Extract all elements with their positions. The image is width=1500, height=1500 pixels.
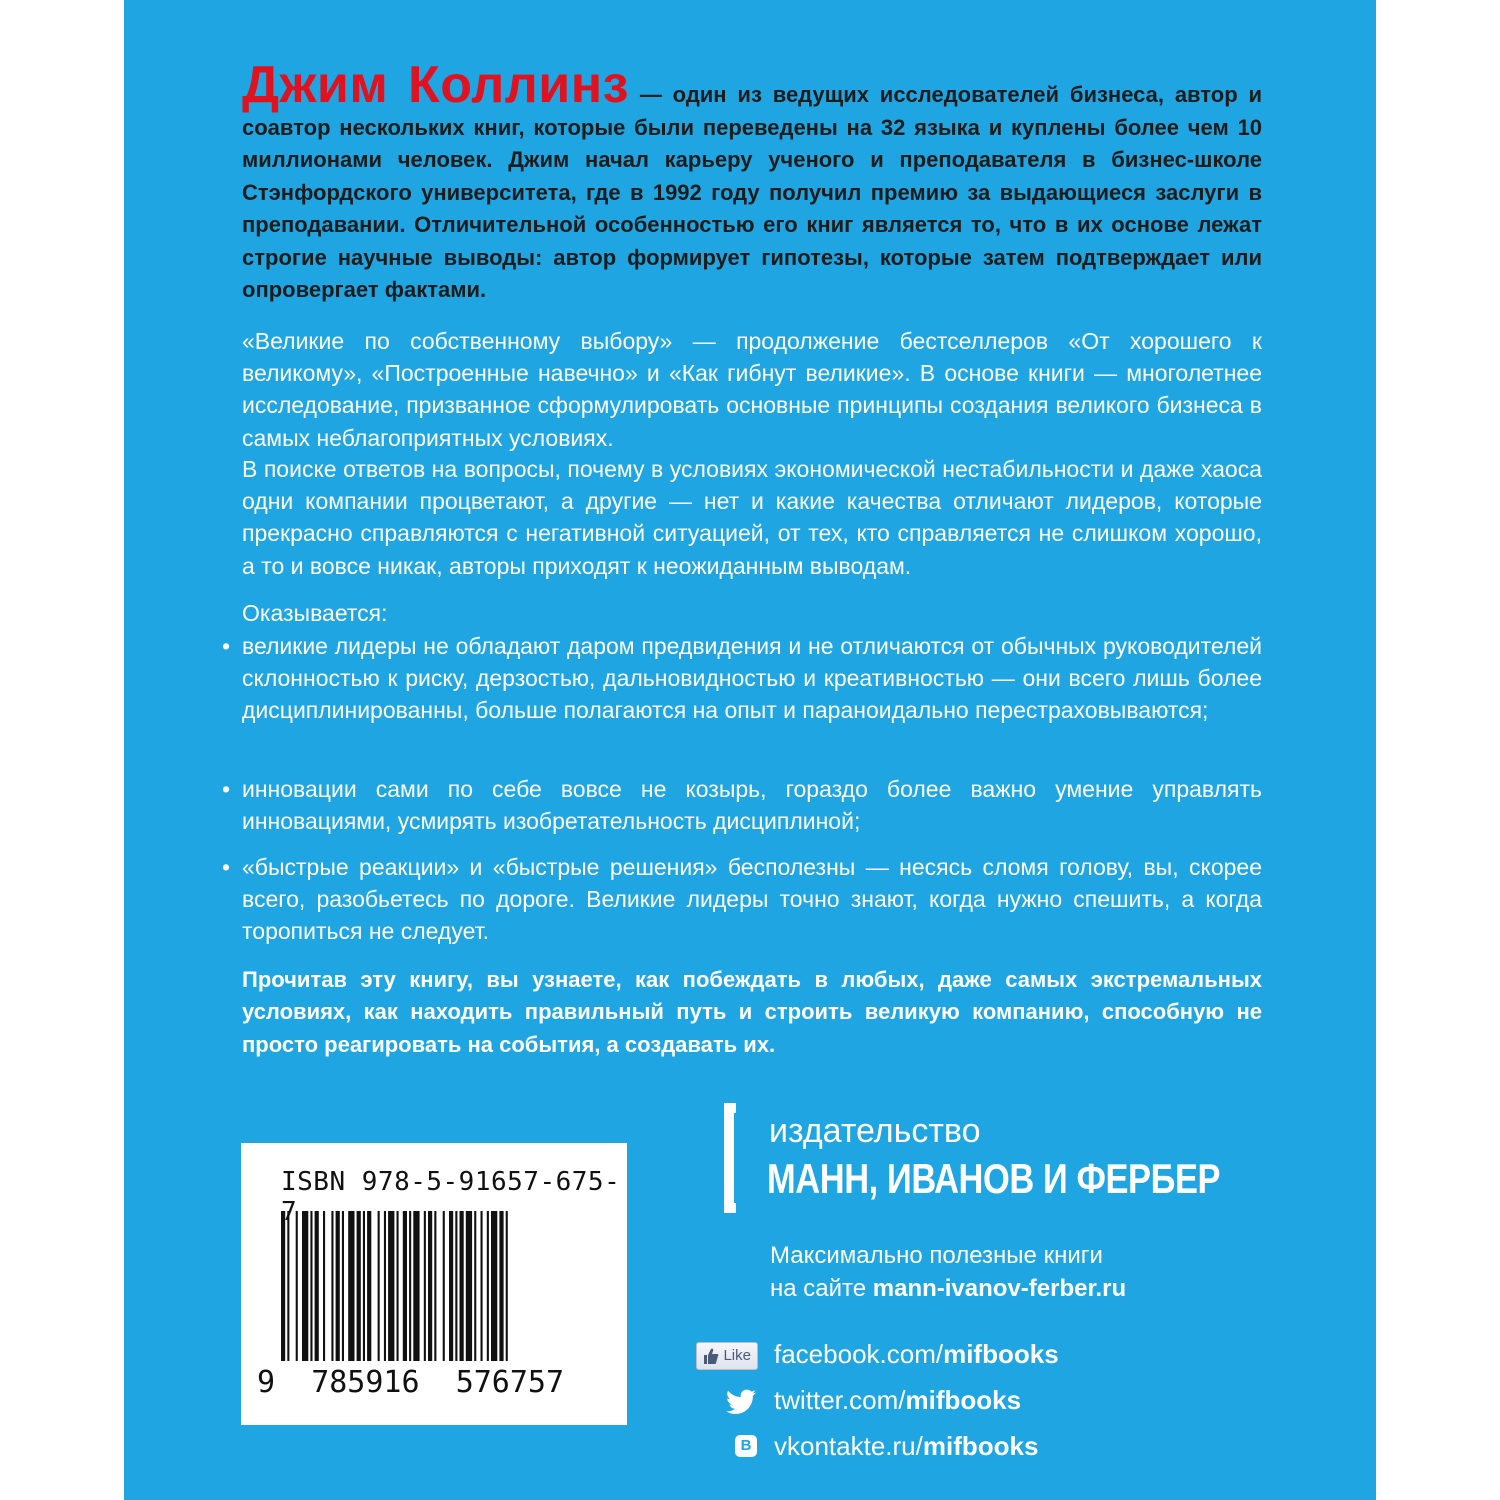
barcode-bar xyxy=(466,1211,472,1361)
list-item xyxy=(222,630,1262,727)
barcode-bar xyxy=(357,1211,361,1361)
barcode-bar xyxy=(367,1211,371,1361)
list-item xyxy=(222,773,1262,837)
barcode-bar xyxy=(403,1211,407,1361)
barcode-bar xyxy=(331,1211,333,1361)
facebook-prefix: facebook.com/ xyxy=(774,1339,944,1369)
barcode-bar xyxy=(315,1211,319,1361)
barcode-bar xyxy=(443,1211,445,1361)
barcode-bar xyxy=(460,1211,464,1361)
isbn-barcode-box xyxy=(241,1143,627,1425)
list-item-text: великие лидеры не обладают даром предвидения и не отличаются от обычных руководителей склонностью к риску, дерзостью, дальновидностью и креативностью — они всего лишь более дисциплинированны, больше полагаются на опыт и параноидально перестраховываются; xyxy=(242,633,1262,724)
barcode-bar xyxy=(296,1211,298,1361)
barcode-bar xyxy=(310,1211,312,1361)
list-item-text: инновации сами по себе вовсе не козырь, гораздо более важно умение управлять инновациями, усмирять изобретательность дисциплиной; xyxy=(242,776,1262,835)
barcode-bar xyxy=(499,1211,503,1361)
vk-handle: mifbooks xyxy=(922,1431,1039,1461)
facebook-handle: mifbooks xyxy=(943,1339,1059,1369)
vkontakte-link[interactable] xyxy=(774,1431,1038,1462)
barcode-bar xyxy=(487,1211,489,1361)
barcode-bar xyxy=(384,1211,386,1361)
author-bio xyxy=(242,56,1263,307)
barcode-bar xyxy=(388,1211,394,1361)
description-paragraph-2: В поиске ответов на вопросы, почему в условиях экономической нестабильности и даже хаоса одни компании процветают, а другие — нет и какие качества отличают лидеров, которые прекрасно справляются с негативной ситуацией, от тех, кто справляется не слишком хорошо, а то и вовсе никак, авторы приходят к неожиданным выводам. xyxy=(242,456,1262,579)
list-item xyxy=(222,851,1262,948)
book-back-cover xyxy=(124,0,1376,1500)
barcode-lead-digit: 9 xyxy=(257,1365,276,1400)
bullet-icon: • xyxy=(222,633,231,659)
barcode-group-1: 785916 xyxy=(311,1365,420,1400)
barcode-digits xyxy=(257,1365,564,1400)
description-paragraph-1: «Великие по собственному выбору» — продолжение бестселлеров «От хорошего к великому», «Построенные навечно» и «Как гибнут великие». В основе книги — многолетнее исследование, призванное сформулировать основные принципы создания великого бизнеса в самых неблагоприятных условиях. xyxy=(242,328,1262,451)
barcode-bar xyxy=(287,1211,289,1361)
facebook-like-button[interactable] xyxy=(696,1342,758,1370)
twitter-prefix: twitter.com/ xyxy=(774,1385,906,1415)
author-bio-text: — один из ведущих исследователей бизнеса, автор и соавтор нескольких книг, которые были переведены на 32 языка и куплены более чем 10 миллионами человек. Джим начал карьеру ученого и преподавателя в бизнес-школе Стэнфордского университета, где в 1992 году получил премию за выдающиеся заслуги в преподавании. Отличительной особенностью его книг является то, что в их основе лежат строгие научные выводы: автор формирует гипотезы, которые затем подтверждает или опровергает фактами. xyxy=(242,82,1263,302)
barcode-bar xyxy=(481,1211,483,1361)
vk-prefix: vkontakte.ru/ xyxy=(774,1431,923,1461)
barcode-bar xyxy=(348,1211,354,1361)
bullet-icon: • xyxy=(222,776,231,802)
author-name: Джим Коллинз xyxy=(242,56,630,114)
barcode-bar xyxy=(428,1211,432,1361)
list-item-text: «быстрые реакции» и «быстрые решения» бесполезны — несясь сломя голову, вы, скорее всего, разобьетесь по дороге. Великие лидеры точно знают, когда нужно спешить, а когда торопиться не следует. xyxy=(242,854,1262,945)
barcode-bar xyxy=(491,1211,497,1361)
twitter-link[interactable] xyxy=(774,1385,1021,1416)
bracket-icon xyxy=(724,1103,736,1213)
barcode-bar xyxy=(506,1211,508,1361)
barcode-bar xyxy=(323,1211,325,1361)
twitter-handle: mifbooks xyxy=(905,1385,1022,1415)
barcode-icon xyxy=(281,1211,601,1371)
twitter-icon xyxy=(726,1389,756,1415)
publisher-name: МАНН, ИВАНОВ И ФЕРБЕР xyxy=(767,1155,1221,1202)
barcode-bar xyxy=(342,1211,344,1361)
closing-paragraph: Прочитав эту книгу, вы узнаете, как побеждать в любых, даже самых экстремальных условиях, как находить правильный путь и строить великую компанию, способную не просто реагировать на события, а создавать их. xyxy=(242,967,1262,1057)
barcode-bar xyxy=(455,1211,457,1361)
barcode-bar xyxy=(424,1211,426,1361)
website-link[interactable]: mann-ivanov-ferber.ru xyxy=(872,1275,1127,1302)
isbn-label: ISBN 978-5-91657-675-7 xyxy=(281,1167,621,1227)
like-label: Like xyxy=(723,1347,751,1364)
barcode-bar xyxy=(409,1211,411,1361)
barcode-bar xyxy=(281,1211,285,1361)
barcode-bar xyxy=(363,1211,365,1361)
barcode-bar xyxy=(302,1211,308,1361)
vkontakte-icon: В xyxy=(735,1435,757,1457)
publisher-label: издательство xyxy=(769,1112,981,1150)
list-intro: Оказывается: xyxy=(242,600,388,626)
barcode-bar xyxy=(449,1211,453,1361)
thumbs-up-icon xyxy=(703,1347,719,1365)
website-prefix: на сайте xyxy=(770,1275,873,1302)
publisher-website-line xyxy=(770,1275,1126,1303)
barcode-bar xyxy=(397,1211,399,1361)
barcode-group-2: 576757 xyxy=(455,1365,565,1400)
barcode-bar xyxy=(474,1211,476,1361)
barcode-bar xyxy=(378,1211,380,1361)
bullet-icon: • xyxy=(222,854,231,880)
barcode-bar xyxy=(336,1211,340,1361)
barcode-bar xyxy=(434,1211,436,1361)
barcode-bar xyxy=(413,1211,419,1361)
facebook-link[interactable] xyxy=(774,1339,1059,1370)
publisher-tagline: Максимально полезные книги xyxy=(770,1242,1103,1269)
